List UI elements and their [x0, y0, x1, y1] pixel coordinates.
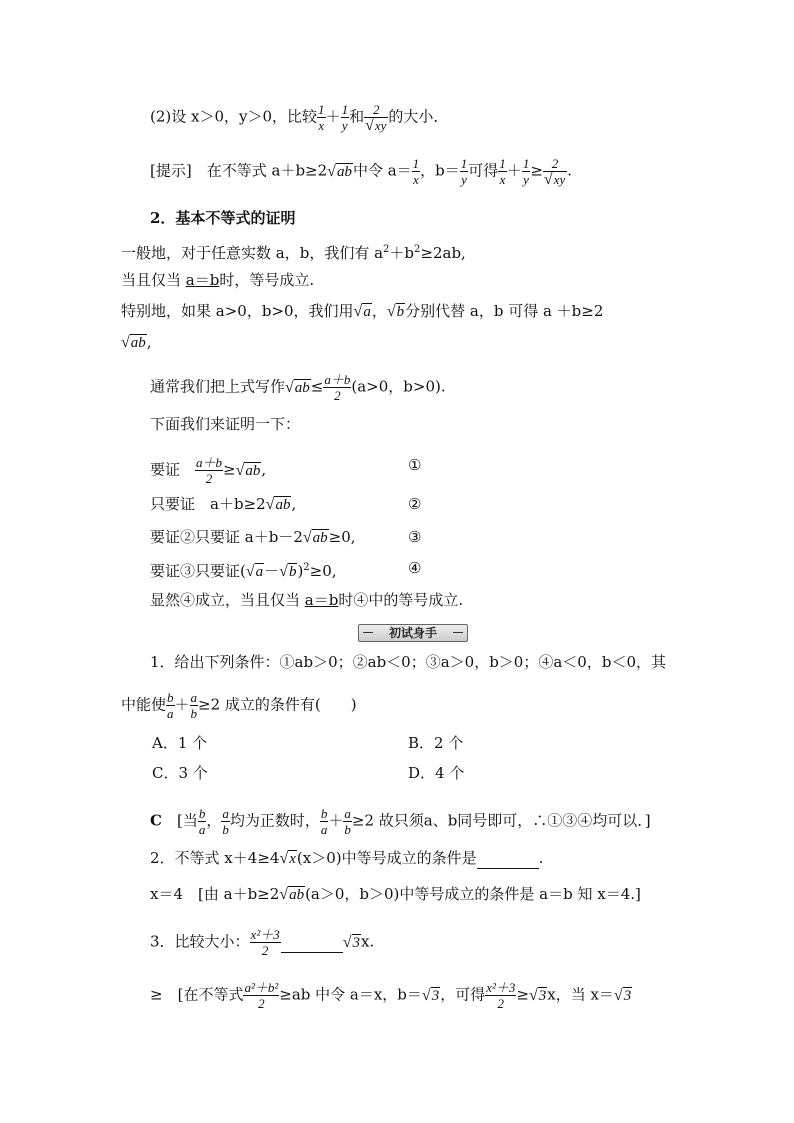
step-mark-2: ② — [408, 495, 422, 513]
exercise-1-answer: C [当 $\frac{b}{a}$ ， $\frac{a}{b}$ 均为正数时， $\frac{b}{a}$ ＋ $\frac{a}{b}$ ≥2 故只须a、b同号即可，∴①③④均可以．] — [150, 806, 651, 837]
step-mark-4: ④ — [408, 559, 422, 577]
paragraph-6: 显然④成立，当且仅当 a＝b时④中的等号成立. — [150, 591, 464, 609]
option-c: C．3 个 — [152, 764, 208, 782]
option-d: D．4 个 — [408, 764, 465, 782]
section-banner: 初试身手 — [358, 624, 468, 642]
paragraph-2: 当且仅当 a＝b时，等号成立. — [121, 271, 315, 289]
proof-step-1: 要证 $\frac{a+b}{2}$ ≥√ab, — [150, 455, 267, 486]
proof-step-3: 要证②只要证 a＋b－2√ab≥0, — [150, 528, 356, 546]
paragraph-1: 一般地，对于任意实数 a，b，我们有 $a^2+b^2\ge 2ab$, — [121, 244, 466, 262]
section-title: 2．基本不等式的证明 — [150, 209, 296, 227]
option-a: A．1 个 — [152, 734, 208, 752]
proof-step-4: 要证③只要证$(√a-√b)^2\ge 0$, — [150, 562, 337, 580]
paragraph-3-cont: √ab, — [121, 333, 152, 351]
fraction: $\frac{1}{y}$ — [341, 102, 349, 133]
paragraph-3: 特别地，如果 a>0，b>0，我们用√a，√b分别代替 a，b 可得 a ＋b≥2 — [121, 302, 604, 320]
exercise-1-line-1: 1．给出下列条件：①ab＞0；②ab＜0；③a＞0，b＞0；④a＜0，b＜0，其 — [150, 653, 666, 671]
fraction: $\frac{2}{√xy}$ — [365, 102, 387, 134]
step-mark-1: ① — [408, 456, 422, 474]
hint: [提示] 在不等式 a＋b≥2√ab中令 a＝ $\frac{1}{x}$ ，b＝ $\frac{1}{y}$ 可得 $\frac{1}{x}$ ＋ $\frac{1}{y}$ ≥ $\frac{2}{√xy}$ . — [150, 156, 572, 188]
proof-step-2: 只要证 a＋b≥2√ab, — [150, 495, 297, 513]
step-mark-3: ③ — [408, 528, 422, 546]
fraction: $\frac{1}{x}$ — [318, 102, 325, 133]
exercise-2-answer: x＝4 [由 a＋b≥2√ab(a＞0，b＞0)中等号成立的条件是 a＝b 知 x＝4.] — [150, 885, 641, 903]
exercise-3: 3．比较大小： $\frac{\text{x²＋3}}{2}$ √3x. — [150, 927, 375, 958]
exercise-3-answer: ≥ [在不等式 $\frac{\text{a²＋b²}}{2}$ ≥ab 中令 a＝x，b＝√3，可得 $\frac{\text{x²＋3}}{2}$ ≥√3x，当 x＝√3 — [150, 980, 632, 1011]
exercise-2: 2．不等式 x＋4≥4√x(x＞0)中等号成立的条件是 . — [150, 849, 544, 867]
question-2: (2)设 x＞0，y＞0，比较 $\frac{1}{x}$ ＋ $\frac{1}{y}$ 和 $\frac{2}{√xy}$ 的大小． — [150, 102, 449, 134]
paragraph-4: 通常我们把上式写作√ab≤ $\frac{a+b}{2}$ (a>0，b>0). — [150, 372, 446, 403]
option-b: B．2 个 — [408, 734, 464, 752]
paragraph-5: 下面我们来证明一下： — [150, 415, 301, 433]
exercise-1-line-2: 中能使 $\frac{b}{a}$ ＋ $\frac{a}{b}$ ≥2 成立的条件有( ) — [121, 690, 357, 721]
